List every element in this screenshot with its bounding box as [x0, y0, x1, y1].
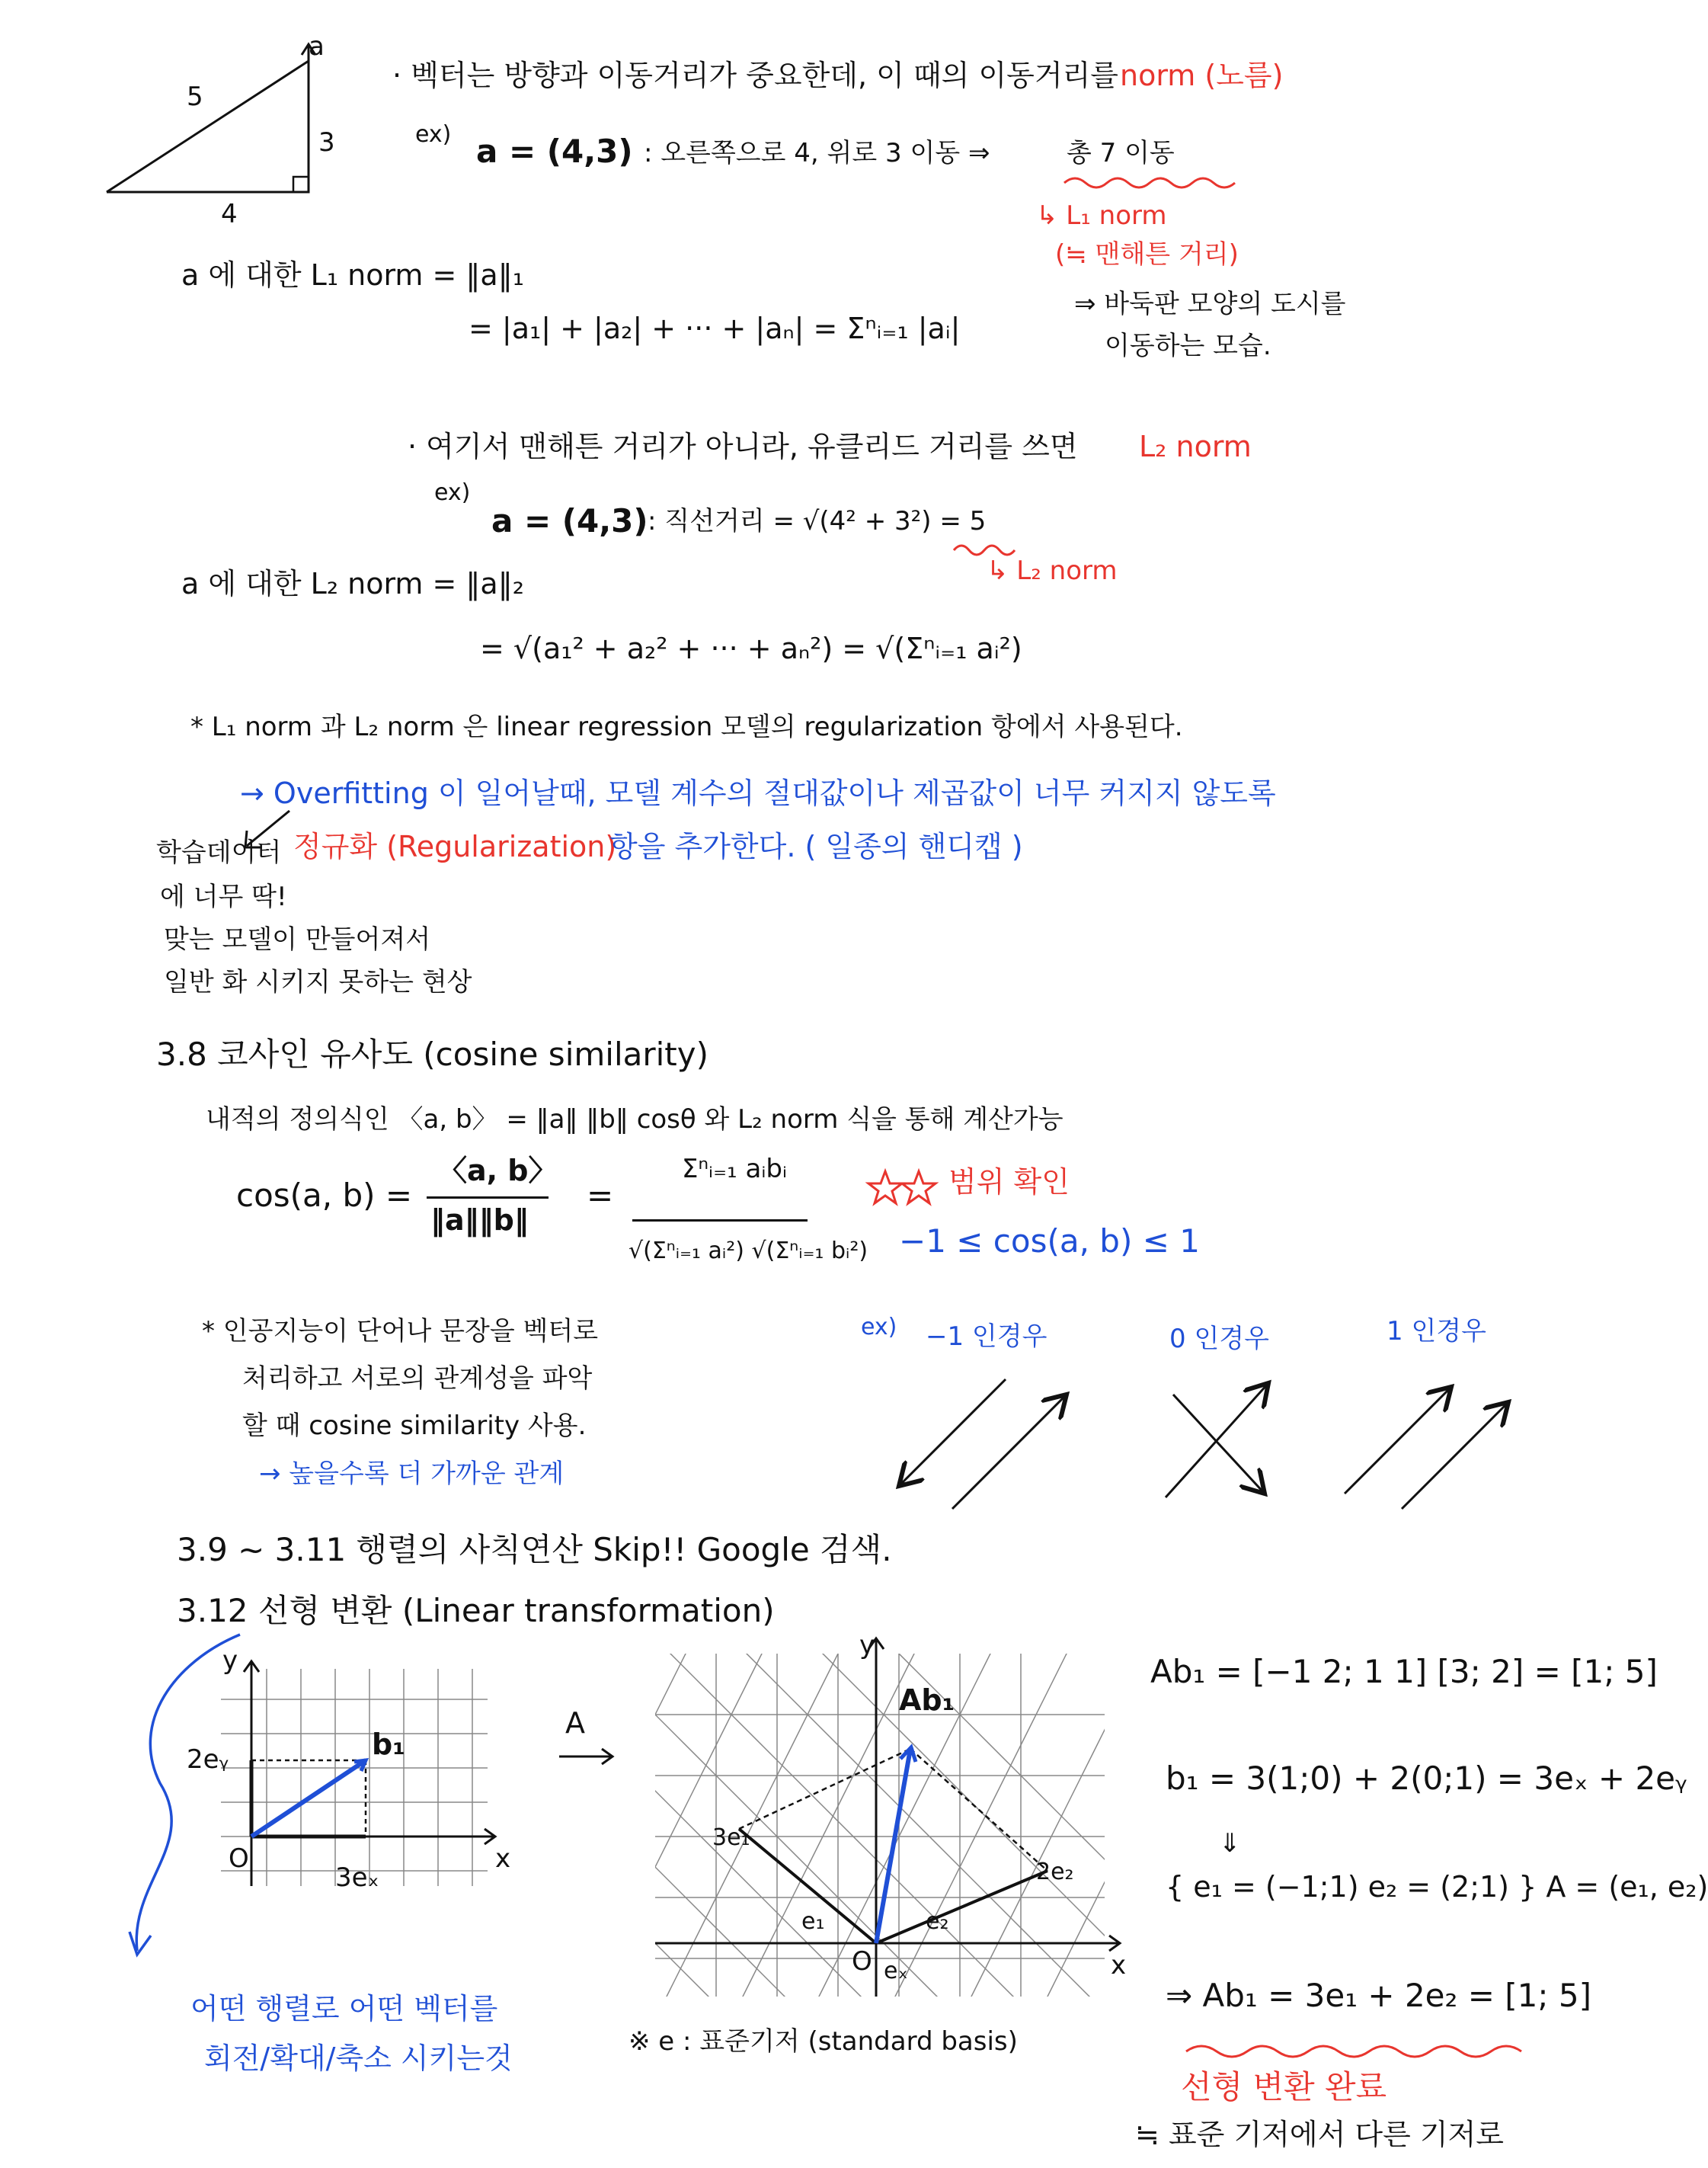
ex-desc-2: : 직선거리 = √(4² + 3²) = 5 [648, 506, 987, 536]
ex-vector-1: a = (4,3) [476, 133, 633, 170]
linear-transform-heading: 3.12 선형 변환 (Linear transformation) [177, 1592, 775, 1629]
triangle-vec-label: a [309, 31, 325, 62]
manhattan-distance: (≒ 맨해튼 거리) [1055, 239, 1239, 270]
l1-label: ↳ L₁ norm [1036, 200, 1167, 231]
case-one: 1 인경우 [1387, 1316, 1486, 1347]
l1-definition: a 에 대한 L₁ norm = ‖a‖₁ [181, 258, 524, 292]
equation-b1: b₁ = 3(1;0) + 2(0;1) = 3eₓ + 2eᵧ [1166, 1760, 1687, 1797]
case-zero: 0 인경우 [1169, 1324, 1269, 1354]
closer-note: → 높을수록 더 가까운 관계 [259, 1459, 565, 1489]
inner-product-note: 내적의 정의식인 〈a, b〉 = ‖a‖ ‖b‖ cosθ 와 L₂ norm 식을 통해 계산가능 [206, 1104, 1064, 1135]
overfitting-note-1: → Overfitting 이 일어날때, 모델 계수의 절대값이나 제곱값이 너무 커지지 않도록 [240, 777, 1276, 810]
result-underline [1185, 2042, 1535, 2061]
left-axis-x: x [495, 1843, 511, 1874]
triangle-vert-label: 3 [318, 127, 335, 158]
transform-done-note: ≒ 표준 기저에서 다른 기저로 [1135, 2118, 1504, 2151]
l2-formula: = √(a₁² + a₂² + ··· + aₙ²) = √(Σⁿᵢ₌₁ aᵢ²) [480, 632, 1022, 665]
cos-frac2-den: √(Σⁿᵢ₌₁ aᵢ²) √(Σⁿᵢ₌₁ bᵢ²) [629, 1238, 868, 1264]
ai-note-2: 처리하고 서로의 관계성을 파악 [242, 1363, 593, 1394]
two-ey-label: 2eᵧ [187, 1744, 229, 1775]
euclid-bullet: · 여기서 맨해튼 거리가 아니라, 유클리드 거리를 쓰면 [408, 430, 1078, 463]
rotate-note-2: 회전/확대/축소 시키는것 [204, 2042, 513, 2075]
manhattan-note-2: 이동하는 모습. [1105, 331, 1271, 361]
cos-frac2-bar [632, 1219, 808, 1222]
overfitting-note-2-red: 정규화 (Regularization) [293, 830, 617, 863]
norm-term: norm (노름) [1120, 59, 1284, 92]
rotate-note-arrow [114, 1631, 267, 2012]
left-origin: O [229, 1843, 249, 1874]
map-label: A [565, 1706, 585, 1740]
skip-note: 3.9 ~ 3.11 행렬의 사칙연산 Skip!! Google 검색. [177, 1531, 892, 1568]
range-label: 범위 확인 [948, 1165, 1070, 1199]
cos-eq: = [587, 1177, 614, 1214]
transformed-grid-figure [655, 1638, 1127, 2004]
ab1-label: Ab₁ [899, 1683, 955, 1717]
cos-range: −1 ≤ cos(a, b) ≤ 1 [899, 1222, 1200, 1260]
triangle-hyp-label: 5 [187, 82, 203, 112]
equation-result: ⇒ Ab₁ = 3e₁ + 2e₂ = [1; 5] [1166, 1977, 1591, 2014]
l1-formula: = |a₁| + |a₂| + ··· + |aₙ| = Σⁿᵢ₌₁ |aᵢ| [469, 312, 961, 345]
e2-label: e₂ [926, 1908, 949, 1935]
cosine-heading: 3.8 코사인 유사도 (cosine similarity) [156, 1036, 708, 1073]
two-e2-label: 2e₂ [1036, 1859, 1074, 1885]
right-origin: O [852, 1946, 872, 1977]
equation-ab1: Ab₁ = [−1 2; 1 1] [3; 2] = [1; 5] [1150, 1653, 1658, 1690]
equation-down-arrow: ⇓ [1219, 1828, 1241, 1859]
cos-frac2-num: Σⁿᵢ₌₁ aᵢbᵢ [682, 1154, 788, 1184]
case-neg-one: −1 인경우 [926, 1321, 1048, 1352]
cos-frac1-den: ‖a‖‖b‖ [430, 1203, 529, 1237]
l2-definition: a 에 대한 L₂ norm = ‖a‖₂ [181, 567, 524, 600]
ex-desc-1: : 오른쪽으로 4, 위로 3 이동 ⇒ [644, 138, 990, 168]
norm-bullet: · 벡터는 방향과 이동거리가 중요한데, 이 때의 이동거리를 [392, 59, 1118, 92]
e1-label: e₁ [801, 1908, 825, 1935]
ex-label-1: ex) [415, 121, 452, 148]
cosine-cases-figure [884, 1364, 1646, 1532]
cos-frac1-bar [427, 1196, 549, 1199]
manhattan-note-1: ⇒ 바둑판 모양의 도시를 [1074, 289, 1346, 319]
triangle-base-label: 4 [221, 199, 238, 229]
three-e1-label: 3e₁ [712, 1824, 750, 1851]
three-ex-label: 3eₓ [335, 1862, 379, 1893]
overfit-def-3: 맞는 모델이 만들어져서 [164, 924, 431, 955]
left-axis-y: y [222, 1645, 238, 1676]
cos-frac1-num: 〈a, b〉 [438, 1154, 558, 1187]
overfit-def-4: 일반 화 시키지 못하는 현상 [164, 967, 472, 998]
cases-ex-label: ex) [861, 1314, 897, 1340]
total-underline [1063, 175, 1238, 191]
l2-term: L₂ norm [1139, 430, 1252, 463]
star-icon [868, 1170, 937, 1208]
ex-total: 총 7 이동 [1067, 138, 1175, 168]
right-axis-x: x [1111, 1950, 1127, 1981]
map-arrow [556, 1745, 617, 1768]
b1-label: b₁ [372, 1728, 405, 1761]
standard-basis-note: ※ e : 표준기저 (standard basis) [629, 2026, 1018, 2057]
rotate-note-1: 어떤 행렬로 어떤 벡터를 [190, 1992, 498, 2025]
norm-triangle-figure [91, 30, 320, 229]
regularization-note: * L₁ norm 과 L₂ norm 은 linear regression 모델의 regularization 항에서 사용된다. [190, 712, 1183, 742]
ex-label: eₓ [884, 1958, 908, 1984]
l2-arrow-label: ↳ L₂ norm [987, 556, 1118, 586]
transform-done: 선형 변환 완료 [1181, 2068, 1387, 2106]
ex-vector-2: a = (4,3) [491, 502, 648, 540]
right-axis-y: y [859, 1630, 875, 1660]
ai-note-1: * 인공지능이 단어나 문장을 벡터로 [202, 1316, 599, 1347]
ex-label-2: ex) [434, 479, 471, 506]
equation-basis: { e₁ = (−1;1) e₂ = (2;1) } A = (e₁, e₂) [1166, 1870, 1708, 1904]
ai-note-3: 할 때 cosine similarity 사용. [242, 1411, 587, 1441]
overfit-def-2: 에 너무 딱! [160, 882, 287, 912]
overfitting-note-2-blue: 항을 추가한다. ( 일종의 핸디캡 ) [609, 830, 1023, 863]
cos-lhs: cos(a, b) = [236, 1177, 413, 1214]
overfit-def-1: 학습데이터 [156, 837, 282, 868]
